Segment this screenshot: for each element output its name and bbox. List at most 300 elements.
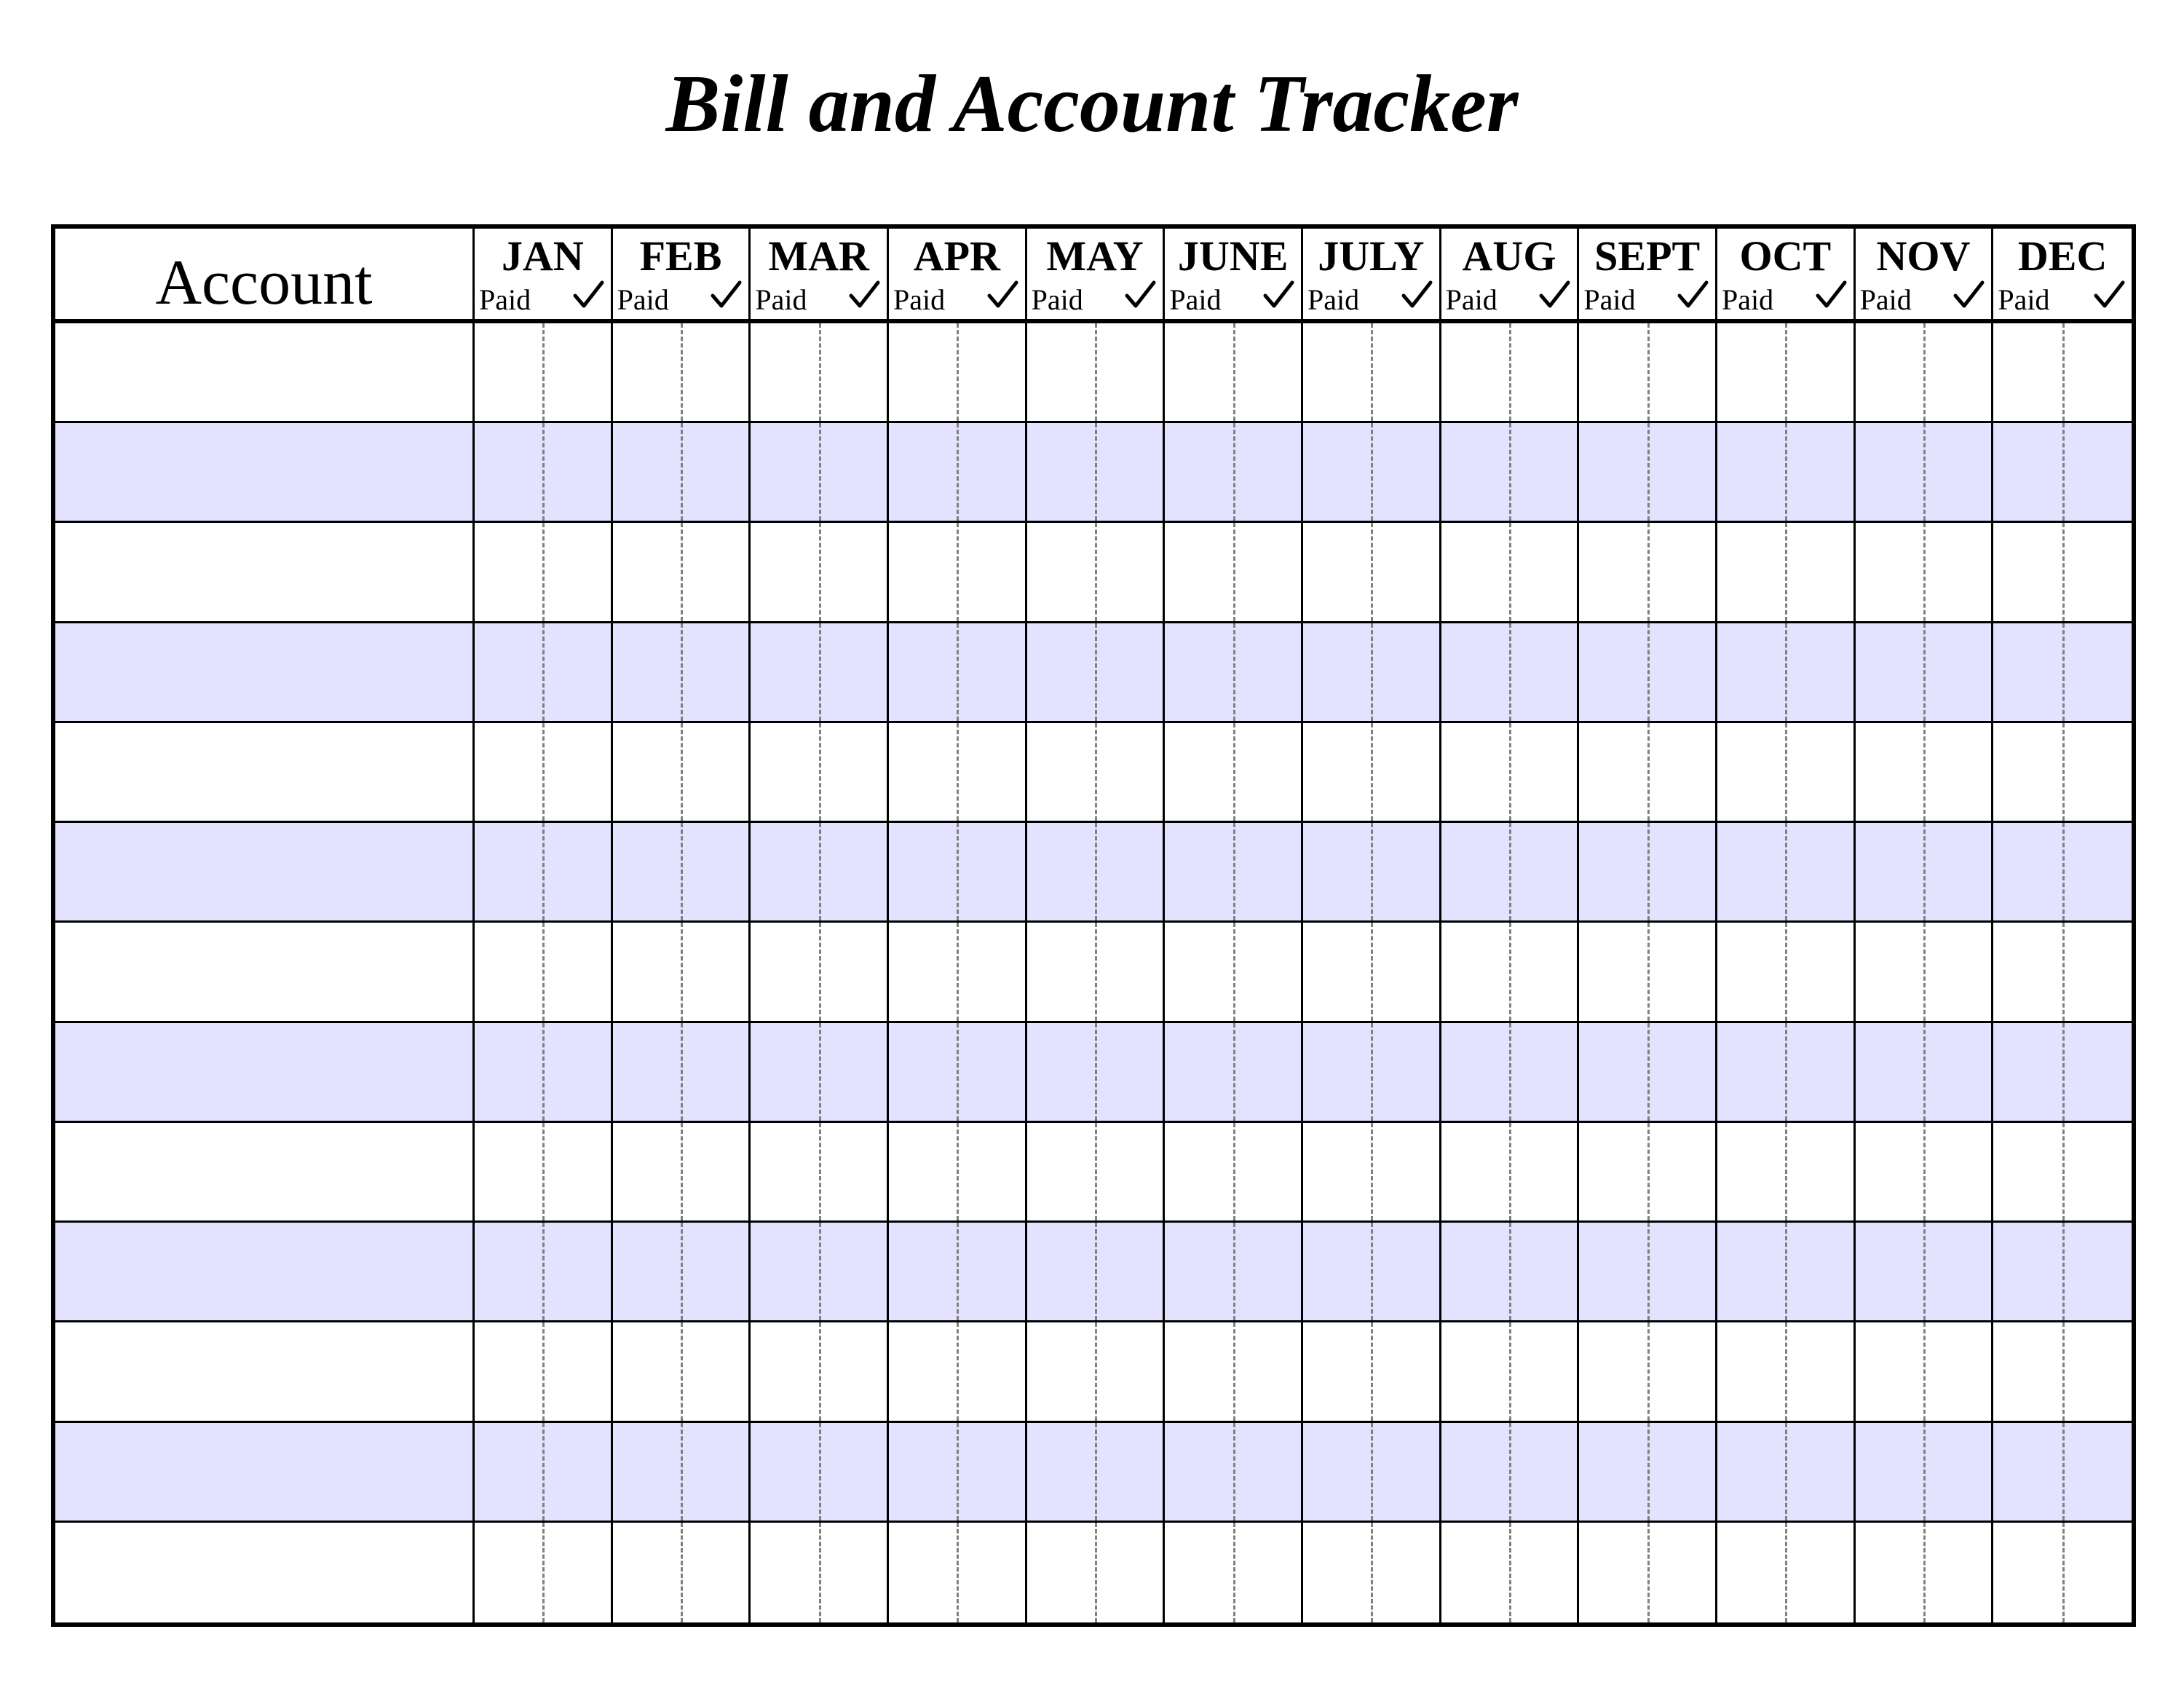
paid-divider (681, 1223, 683, 1320)
paid-divider (819, 323, 821, 421)
paid-divider (542, 1123, 545, 1220)
checkmark-icon (1123, 278, 1157, 312)
paid-label: Paid (1722, 283, 1774, 316)
account-name-cell[interactable] (55, 823, 475, 923)
payment-cell-may[interactable] (1027, 1523, 1166, 1622)
payment-cell-dec[interactable] (1993, 623, 2132, 723)
paid-divider (819, 1023, 821, 1121)
payment-cell-aug[interactable] (1441, 923, 1580, 1022)
paid-divider (957, 423, 959, 521)
payment-cell-july[interactable] (1303, 1023, 1441, 1123)
month-name: SEPT (1594, 232, 1701, 280)
payment-cell-feb[interactable] (613, 1523, 751, 1622)
payment-cell-aug[interactable] (1441, 1523, 1580, 1622)
paid-divider (2062, 723, 2065, 821)
paid-divider (1785, 923, 1787, 1020)
payment-cell-sept[interactable] (1579, 1123, 1717, 1223)
payment-cell-mar[interactable] (751, 323, 889, 423)
paid-divider (542, 923, 545, 1020)
payment-cell-feb[interactable] (613, 723, 751, 823)
payment-cell-apr[interactable] (889, 323, 1027, 423)
payment-cell-june[interactable] (1165, 1023, 1303, 1123)
paid-divider (819, 1523, 821, 1622)
payment-cell-feb[interactable] (613, 1123, 751, 1223)
payment-cell-july[interactable] (1303, 1223, 1441, 1322)
paid-divider (2062, 623, 2065, 721)
paid-divider (1509, 1423, 1511, 1521)
payment-cell-nov[interactable] (1856, 1322, 1994, 1422)
paid-divider (1371, 623, 1373, 721)
paid-divider (1923, 323, 1926, 421)
month-header-feb (613, 229, 751, 323)
paid-divider (957, 1523, 959, 1622)
paid-divider (819, 423, 821, 521)
payment-cell-apr[interactable] (889, 1223, 1027, 1322)
payment-cell-aug[interactable] (1441, 723, 1580, 823)
payment-cell-feb[interactable] (613, 623, 751, 723)
paid-divider (1923, 823, 1926, 920)
payment-cell-sept[interactable] (1579, 623, 1717, 723)
payment-cell-oct[interactable] (1717, 723, 1856, 823)
payment-cell-nov[interactable] (1856, 623, 1994, 723)
payment-cell-sept[interactable] (1579, 523, 1717, 623)
paid-divider (1647, 623, 1650, 721)
payment-cell-sept[interactable] (1579, 1023, 1717, 1123)
payment-cell-apr[interactable] (889, 423, 1027, 523)
paid-divider (2062, 1023, 2065, 1121)
payment-cell-mar[interactable] (751, 1223, 889, 1322)
account-name-cell[interactable] (55, 1423, 475, 1523)
payment-cell-mar[interactable] (751, 1123, 889, 1223)
payment-cell-may[interactable] (1027, 823, 1166, 923)
paid-divider (1095, 723, 1097, 821)
paid-divider (819, 1423, 821, 1521)
payment-cell-july[interactable] (1303, 1523, 1441, 1622)
payment-cell-dec[interactable] (1993, 323, 2132, 423)
paid-divider (1509, 723, 1511, 821)
account-name-cell[interactable] (55, 323, 475, 423)
payment-cell-dec[interactable] (1993, 1023, 2132, 1123)
payment-cell-june[interactable] (1165, 323, 1303, 423)
payment-cell-nov[interactable] (1856, 423, 1994, 523)
payment-cell-nov[interactable] (1856, 1223, 1994, 1322)
payment-cell-june[interactable] (1165, 623, 1303, 723)
paid-divider (1647, 823, 1650, 920)
month-name: OCT (1739, 232, 1832, 280)
account-name-cell[interactable] (55, 623, 475, 723)
payment-cell-oct[interactable] (1717, 1523, 1856, 1622)
payment-cell-aug[interactable] (1441, 423, 1580, 523)
paid-divider (1371, 823, 1373, 920)
paid-divider (1233, 1322, 1235, 1420)
paid-divider (542, 523, 545, 620)
month-name: FEB (639, 232, 722, 280)
payment-cell-mar[interactable] (751, 1023, 889, 1123)
payment-cell-mar[interactable] (751, 823, 889, 923)
payment-cell-jan[interactable] (475, 923, 613, 1022)
payment-cell-apr[interactable] (889, 723, 1027, 823)
payment-cell-june[interactable] (1165, 1223, 1303, 1322)
paid-divider (1371, 423, 1373, 521)
payment-cell-oct[interactable] (1717, 1223, 1856, 1322)
payment-cell-aug[interactable] (1441, 1322, 1580, 1422)
paid-divider (1785, 323, 1787, 421)
payment-cell-july[interactable] (1303, 423, 1441, 523)
payment-cell-mar[interactable] (751, 623, 889, 723)
payment-cell-mar[interactable] (751, 923, 889, 1022)
payment-cell-aug[interactable] (1441, 1423, 1580, 1523)
payment-cell-jan[interactable] (475, 523, 613, 623)
paid-divider (2062, 323, 2065, 421)
paid-divider (957, 723, 959, 821)
account-name-cell[interactable] (55, 923, 475, 1022)
payment-cell-nov[interactable] (1856, 1023, 1994, 1123)
paid-label: Paid (893, 283, 946, 316)
payment-cell-feb[interactable] (613, 923, 751, 1022)
payment-cell-dec[interactable] (1993, 1123, 2132, 1223)
paid-divider (542, 1523, 545, 1622)
paid-divider (1647, 1523, 1650, 1622)
payment-cell-may[interactable] (1027, 1023, 1166, 1123)
paid-divider (819, 1322, 821, 1420)
payment-cell-june[interactable] (1165, 923, 1303, 1022)
payment-cell-oct[interactable] (1717, 1123, 1856, 1223)
paid-label: Paid (1998, 283, 2050, 316)
payment-cell-dec[interactable] (1993, 523, 2132, 623)
payment-cell-may[interactable] (1027, 1223, 1166, 1322)
paid-divider (957, 923, 959, 1020)
paid-divider (1095, 1223, 1097, 1320)
paid-divider (1647, 923, 1650, 1020)
payment-cell-aug[interactable] (1441, 1023, 1580, 1123)
paid-divider (2062, 923, 2065, 1020)
month-name: AUG (1462, 232, 1556, 280)
payment-cell-sept[interactable] (1579, 1223, 1717, 1322)
paid-divider (957, 523, 959, 620)
payment-cell-may[interactable] (1027, 323, 1166, 423)
paid-divider (819, 823, 821, 920)
paid-divider (1509, 523, 1511, 620)
paid-divider (2062, 1123, 2065, 1220)
month-name: JULY (1318, 232, 1425, 280)
payment-cell-oct[interactable] (1717, 623, 1856, 723)
paid-divider (957, 1123, 959, 1220)
paid-divider (2062, 423, 2065, 521)
payment-cell-aug[interactable] (1441, 523, 1580, 623)
page-title: Bill and Account Tracker (665, 59, 1519, 149)
payment-cell-sept[interactable] (1579, 323, 1717, 423)
payment-cell-mar[interactable] (751, 1322, 889, 1422)
payment-cell-oct[interactable] (1717, 1023, 1856, 1123)
payment-cell-mar[interactable] (751, 723, 889, 823)
payment-cell-feb[interactable] (613, 1322, 751, 1422)
payment-cell-may[interactable] (1027, 1123, 1166, 1223)
account-name-cell[interactable] (55, 1223, 475, 1322)
paid-divider (1923, 1123, 1926, 1220)
payment-cell-aug[interactable] (1441, 1123, 1580, 1223)
account-name-cell[interactable] (55, 1123, 475, 1223)
paid-divider (1647, 1223, 1650, 1320)
paid-divider (1095, 623, 1097, 721)
paid-divider (1095, 1523, 1097, 1622)
payment-cell-apr[interactable] (889, 1423, 1027, 1523)
payment-cell-apr[interactable] (889, 823, 1027, 923)
payment-cell-apr[interactable] (889, 1322, 1027, 1422)
paid-divider (1095, 923, 1097, 1020)
payment-cell-july[interactable] (1303, 323, 1441, 423)
paid-divider (681, 523, 683, 620)
payment-cell-july[interactable] (1303, 623, 1441, 723)
payment-cell-dec[interactable] (1993, 1523, 2132, 1622)
payment-cell-may[interactable] (1027, 723, 1166, 823)
paid-label: Paid (1445, 283, 1497, 316)
paid-divider (2062, 1223, 2065, 1320)
paid-divider (1923, 1423, 1926, 1521)
paid-divider (1371, 523, 1373, 620)
payment-cell-oct[interactable] (1717, 923, 1856, 1022)
payment-cell-sept[interactable] (1579, 823, 1717, 923)
payment-cell-nov[interactable] (1856, 823, 1994, 923)
paid-divider (1647, 1023, 1650, 1121)
paid-divider (1509, 423, 1511, 521)
payment-cell-oct[interactable] (1717, 1423, 1856, 1523)
payment-cell-apr[interactable] (889, 623, 1027, 723)
payment-cell-dec[interactable] (1993, 423, 2132, 523)
payment-cell-feb[interactable] (613, 1423, 751, 1523)
account-name-cell[interactable] (55, 423, 475, 523)
paid-divider (1509, 923, 1511, 1020)
checkmark-icon (1262, 278, 1295, 312)
paid-divider (1785, 823, 1787, 920)
account-name-cell[interactable] (55, 1523, 475, 1622)
payment-cell-jan[interactable] (475, 323, 613, 423)
payment-cell-jan[interactable] (475, 1423, 613, 1523)
paid-divider (1647, 323, 1650, 421)
payment-cell-jan[interactable] (475, 723, 613, 823)
payment-cell-feb[interactable] (613, 823, 751, 923)
payment-cell-nov[interactable] (1856, 523, 1994, 623)
paid-divider (681, 723, 683, 821)
payment-cell-dec[interactable] (1993, 1322, 2132, 1422)
paid-divider (1647, 723, 1650, 821)
payment-cell-oct[interactable] (1717, 823, 1856, 923)
paid-divider (1233, 823, 1235, 920)
payment-cell-sept[interactable] (1579, 1322, 1717, 1422)
payment-cell-sept[interactable] (1579, 1423, 1717, 1523)
checkmark-icon (2092, 278, 2126, 312)
paid-divider (1923, 923, 1926, 1020)
payment-cell-aug[interactable] (1441, 1223, 1580, 1322)
payment-cell-jan[interactable] (475, 1023, 613, 1123)
payment-cell-jan[interactable] (475, 1322, 613, 1422)
payment-cell-jan[interactable] (475, 1123, 613, 1223)
payment-cell-may[interactable] (1027, 1423, 1166, 1523)
paid-divider (819, 923, 821, 1020)
month-name: NOV (1876, 232, 1971, 280)
paid-divider (1923, 1223, 1926, 1320)
payment-cell-feb[interactable] (613, 423, 751, 523)
payment-cell-feb[interactable] (613, 323, 751, 423)
payment-cell-mar[interactable] (751, 423, 889, 523)
payment-cell-july[interactable] (1303, 1322, 1441, 1422)
payment-cell-june[interactable] (1165, 1423, 1303, 1523)
month-name: MAR (768, 232, 869, 280)
paid-divider (681, 1023, 683, 1121)
paid-divider (1647, 423, 1650, 521)
payment-cell-july[interactable] (1303, 1123, 1441, 1223)
paid-divider (1233, 523, 1235, 620)
payment-cell-dec[interactable] (1993, 923, 2132, 1022)
paid-divider (1095, 323, 1097, 421)
payment-cell-jan[interactable] (475, 1223, 613, 1322)
payment-cell-july[interactable] (1303, 523, 1441, 623)
payment-cell-nov[interactable] (1856, 1423, 1994, 1523)
checkmark-icon (1400, 278, 1433, 312)
payment-cell-june[interactable] (1165, 1523, 1303, 1622)
payment-cell-june[interactable] (1165, 1123, 1303, 1223)
account-name-cell[interactable] (55, 1023, 475, 1123)
payment-cell-nov[interactable] (1856, 323, 1994, 423)
paid-divider (957, 1223, 959, 1320)
paid-divider (681, 423, 683, 521)
paid-divider (957, 1322, 959, 1420)
paid-divider (681, 923, 683, 1020)
payment-cell-may[interactable] (1027, 523, 1166, 623)
paid-divider (542, 623, 545, 721)
paid-divider (1509, 1223, 1511, 1320)
payment-cell-jan[interactable] (475, 623, 613, 723)
payment-cell-nov[interactable] (1856, 923, 1994, 1022)
payment-cell-july[interactable] (1303, 1423, 1441, 1523)
payment-cell-apr[interactable] (889, 523, 1027, 623)
payment-cell-mar[interactable] (751, 1523, 889, 1622)
paid-divider (1785, 523, 1787, 620)
payment-cell-jan[interactable] (475, 1523, 613, 1622)
paid-divider (681, 1123, 683, 1220)
payment-cell-mar[interactable] (751, 1423, 889, 1523)
paid-divider (542, 1322, 545, 1420)
payment-cell-june[interactable] (1165, 823, 1303, 923)
payment-cell-aug[interactable] (1441, 323, 1580, 423)
account-name-cell[interactable] (55, 1322, 475, 1422)
payment-cell-oct[interactable] (1717, 323, 1856, 423)
payment-cell-aug[interactable] (1441, 623, 1580, 723)
paid-divider (957, 623, 959, 721)
paid-divider (1509, 1023, 1511, 1121)
payment-cell-jan[interactable] (475, 823, 613, 923)
paid-divider (1371, 1523, 1373, 1622)
payment-cell-nov[interactable] (1856, 1523, 1994, 1622)
payment-cell-oct[interactable] (1717, 1322, 1856, 1422)
paid-divider (542, 323, 545, 421)
paid-divider (1509, 823, 1511, 920)
paid-divider (819, 523, 821, 620)
paid-divider (1233, 723, 1235, 821)
payment-cell-aug[interactable] (1441, 823, 1580, 923)
month-name: DEC (2017, 232, 2108, 280)
paid-divider (1095, 823, 1097, 920)
paid-divider (1509, 1523, 1511, 1622)
payment-cell-apr[interactable] (889, 923, 1027, 1022)
payment-cell-sept[interactable] (1579, 1523, 1717, 1622)
month-name: JUNE (1177, 232, 1289, 280)
payment-cell-mar[interactable] (751, 523, 889, 623)
account-name-cell[interactable] (55, 523, 475, 623)
paid-divider (1923, 1322, 1926, 1420)
paid-divider (1095, 523, 1097, 620)
payment-cell-july[interactable] (1303, 923, 1441, 1022)
payment-cell-jan[interactable] (475, 423, 613, 523)
payment-cell-june[interactable] (1165, 523, 1303, 623)
payment-cell-dec[interactable] (1993, 1423, 2132, 1523)
payment-cell-may[interactable] (1027, 1322, 1166, 1422)
payment-cell-sept[interactable] (1579, 723, 1717, 823)
paid-divider (681, 323, 683, 421)
payment-cell-feb[interactable] (613, 1223, 751, 1322)
paid-label: Paid (1169, 283, 1222, 316)
payment-cell-oct[interactable] (1717, 423, 1856, 523)
month-header-apr (889, 229, 1027, 323)
paid-divider (681, 623, 683, 721)
payment-cell-apr[interactable] (889, 1123, 1027, 1223)
payment-cell-dec[interactable] (1993, 823, 2132, 923)
payment-cell-feb[interactable] (613, 523, 751, 623)
checkmark-icon (1676, 278, 1709, 312)
paid-divider (2062, 1423, 2065, 1521)
paid-divider (819, 1223, 821, 1320)
payment-cell-july[interactable] (1303, 723, 1441, 823)
payment-cell-nov[interactable] (1856, 723, 1994, 823)
paid-divider (1785, 1223, 1787, 1320)
paid-divider (1233, 1023, 1235, 1121)
paid-divider (819, 623, 821, 721)
account-name-cell[interactable] (55, 723, 475, 823)
paid-divider (1371, 323, 1373, 421)
paid-divider (542, 1023, 545, 1121)
paid-divider (1785, 1423, 1787, 1521)
payment-cell-feb[interactable] (613, 1023, 751, 1123)
checkmark-icon (709, 278, 743, 312)
paid-divider (1923, 423, 1926, 521)
payment-cell-july[interactable] (1303, 823, 1441, 923)
payment-cell-oct[interactable] (1717, 523, 1856, 623)
paid-divider (1095, 1123, 1097, 1220)
paid-divider (1233, 423, 1235, 521)
payment-cell-apr[interactable] (889, 1523, 1027, 1622)
payment-cell-may[interactable] (1027, 923, 1166, 1022)
payment-cell-sept[interactable] (1579, 423, 1717, 523)
payment-cell-may[interactable] (1027, 423, 1166, 523)
paid-divider (1785, 723, 1787, 821)
payment-cell-dec[interactable] (1993, 723, 2132, 823)
paid-divider (2062, 823, 2065, 920)
paid-divider (1785, 623, 1787, 721)
paid-label: Paid (617, 283, 669, 316)
payment-cell-june[interactable] (1165, 423, 1303, 523)
payment-cell-nov[interactable] (1856, 1123, 1994, 1223)
payment-cell-apr[interactable] (889, 1023, 1027, 1123)
paid-divider (542, 1223, 545, 1320)
checkmark-icon (986, 278, 1019, 312)
paid-divider (1647, 1123, 1650, 1220)
payment-cell-sept[interactable] (1579, 923, 1717, 1022)
month-header-aug (1441, 229, 1580, 323)
paid-divider (542, 1423, 545, 1521)
payment-cell-june[interactable] (1165, 723, 1303, 823)
payment-cell-june[interactable] (1165, 1322, 1303, 1422)
payment-cell-may[interactable] (1027, 623, 1166, 723)
payment-cell-dec[interactable] (1993, 1223, 2132, 1322)
